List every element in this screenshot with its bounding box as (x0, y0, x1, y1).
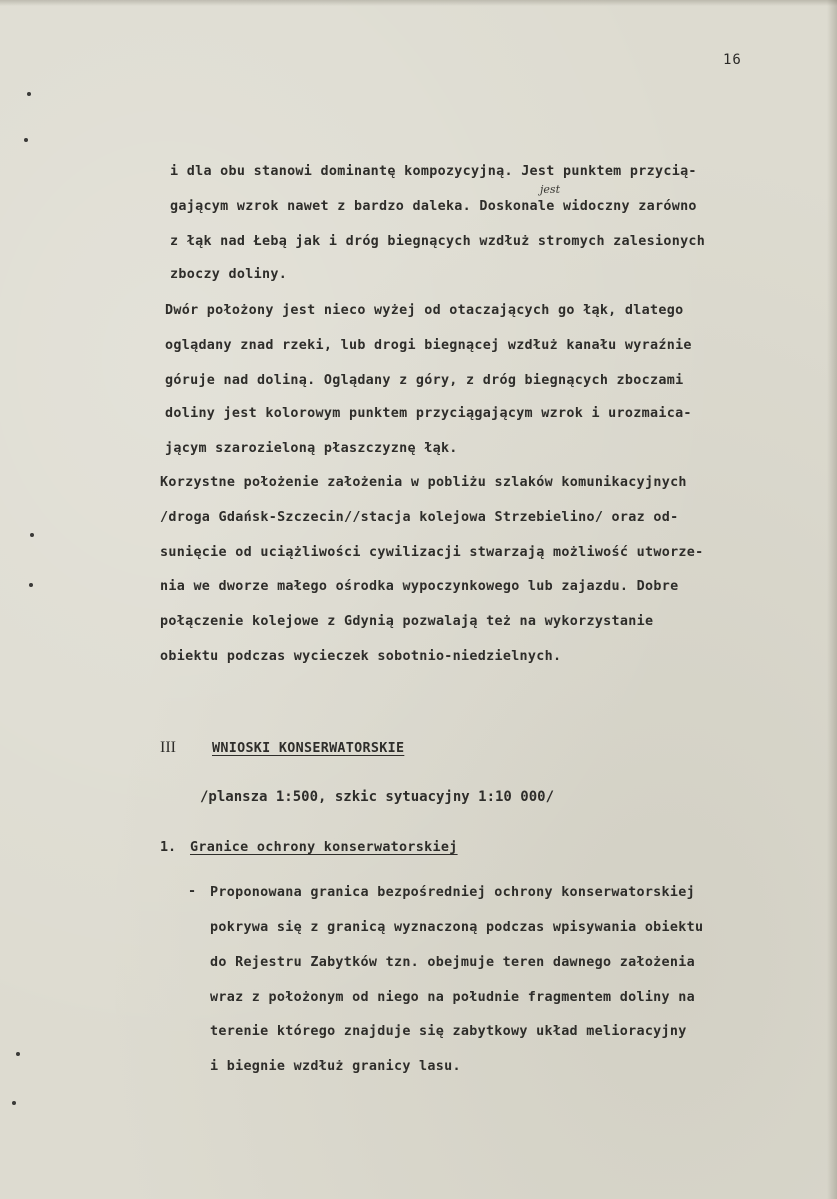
text-line: Korzystne położenie założenia w pobliżu szlaków komunikacyjnych (160, 475, 687, 490)
text-line: /droga Gdańsk-Szczecin//stacja kolejowa Strzebielino/ oraz od- (160, 510, 679, 525)
text-line: doliny jest kolorowym punktem przyciągającym wzrok i urozmaica- (165, 406, 692, 421)
text-line: z łąk nad Łebą jak i dróg biegnących wzdłuż stromych zalesionych (170, 234, 706, 249)
text-line: góruje nad doliną. Oglądany z góry, z dróg biegnących zboczami (165, 373, 684, 388)
text-line: do Rejestru Zabytków tzn. obejmuje teren dawnego założenia (210, 955, 695, 970)
text-line: obiektu podczas wycieczek sobotnio-niedzielnych. (160, 649, 562, 664)
text-line: nia we dworze małego ośrodka wypoczynkowego lub zajazdu. Dobre (160, 579, 679, 594)
text-line: Dwór położony jest nieco wyżej od otaczających go łąk, dlatego (165, 303, 684, 318)
punch-hole-mark (12, 1101, 16, 1105)
text-line: połączenie kolejowe z Gdynią pozwalają też na wykorzystanie (160, 614, 654, 629)
section-title: WNIOSKI KONSERWATORSKIE (212, 741, 405, 756)
handwritten-insert: jest (540, 183, 560, 196)
page-number: 16 (723, 52, 742, 68)
punch-hole-mark (16, 1052, 20, 1056)
text-line: jącym szarozieloną płaszczyznę łąk. (165, 441, 458, 456)
punch-hole-mark (29, 583, 33, 587)
text-line: gającym wzrok nawet z bardzo daleka. Doskonale widoczny zarówno (170, 199, 697, 214)
text-line: pokrywa się z granicą wyznaczoną podczas wpisywania obiektu (210, 920, 704, 935)
text-line: i biegnie wzdłuż granicy lasu. (210, 1059, 461, 1074)
text-line: terenie którego znajduje się zabytkowy układ melioracyjny (210, 1024, 687, 1039)
list-bullet: - (188, 884, 197, 899)
text-line: i dla obu stanowi dominantę kompozycyjną. Jest punktem przycią- (170, 164, 697, 179)
subsection-number: 1. (160, 840, 177, 855)
section-subtitle: /plansza 1:500, szkic sytuacyjny 1:10 000/ (200, 789, 555, 805)
punch-hole-mark (24, 138, 28, 142)
page-edge-shadow (0, 0, 837, 6)
punch-hole-mark (27, 92, 31, 96)
page-edge-shadow (827, 0, 837, 1199)
punch-hole-mark (30, 533, 34, 537)
text-line: oglądany znad rzeki, lub drogi biegnącej wzdłuż kanału wyraźnie (165, 338, 692, 353)
text-line: Proponowana granica bezpośredniej ochrony konserwatorskiej (210, 885, 695, 900)
text-line: zboczy doliny. (170, 267, 288, 282)
text-line: sunięcie od uciążliwości cywilizacji stwarzają możliwość utworze- (160, 545, 704, 560)
section-number: III (160, 739, 176, 756)
text-line: wraz z położonym od niego na południe fragmentem doliny na (210, 990, 695, 1005)
subsection-title: Granice ochrony konserwatorskiej (190, 840, 458, 855)
